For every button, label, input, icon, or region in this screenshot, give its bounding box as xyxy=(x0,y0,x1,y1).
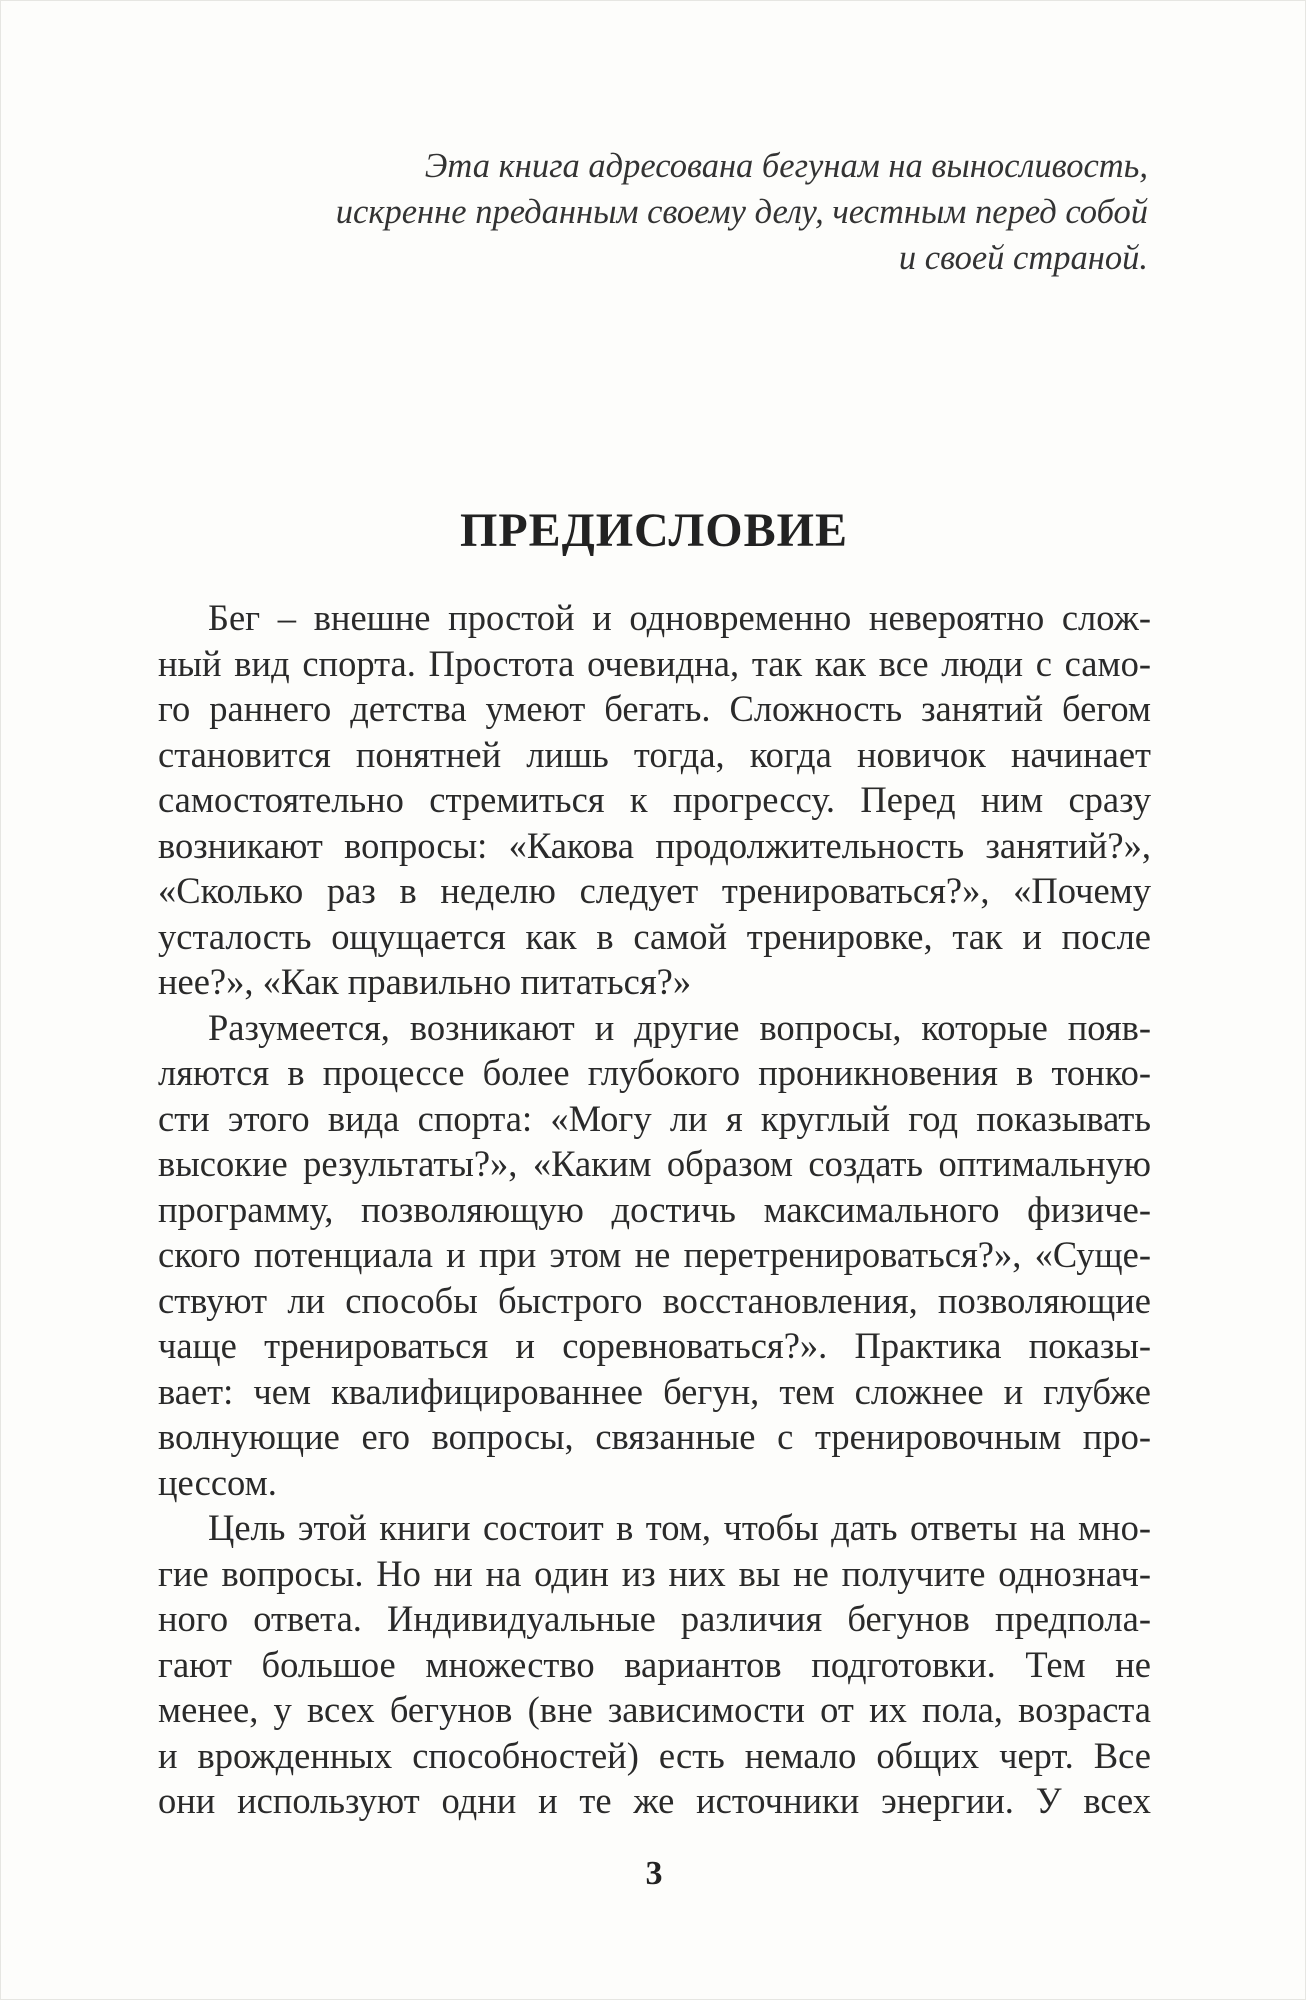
epigraph xyxy=(248,143,1148,281)
text-line: Бег – внешне простой и одновременно невероятно слож- xyxy=(208,597,1151,638)
body-text xyxy=(158,595,1151,1824)
text-line: менее, у всех бегунов (вне зависимости от их пола, возраста xyxy=(158,1689,1151,1730)
text-line: волнующие его вопросы, связанные с тренировочным про- xyxy=(158,1416,1151,1457)
text-line: самостоятельно стремиться к прогрессу. Перед ним сразу xyxy=(158,779,1151,820)
text-line: они используют одни и те же источники энергии. У всех xyxy=(158,1780,1151,1821)
text-line: высокие результаты?», «Каким образом создать оптимальную xyxy=(158,1143,1151,1184)
text-line: возникают вопросы: «Какова продолжительность занятий?», xyxy=(158,824,1151,866)
text-line: гают большое множество вариантов подготовки. Тем не xyxy=(158,1643,1151,1685)
text-line: нее?», «Как правильно питаться?» xyxy=(158,961,692,1002)
epigraph-line: искренне преданным своему делу, честным перед собой xyxy=(335,193,1148,231)
text-line: и врожденных способностей) есть немало общих черт. Все xyxy=(158,1734,1151,1776)
text-line: программу, позволяющую достичь максимального физиче- xyxy=(158,1188,1151,1230)
text-line: чаще тренироваться и соревноваться?». Практика показы- xyxy=(158,1325,1151,1366)
epigraph-line: Эта книга адресована бегунам на выносливость, xyxy=(424,147,1148,185)
text-line: гие вопросы. Но ни на один из них вы не получите однознач- xyxy=(158,1552,1151,1594)
text-line: «Сколько раз в неделю следует тренироваться?», «Почему xyxy=(158,870,1151,911)
text-line: ного ответа. Индивидуальные различия бегунов предпола- xyxy=(158,1598,1151,1639)
epigraph-line: и своей страной. xyxy=(898,239,1148,277)
text-line: го раннего детства умеют бегать. Сложность занятий бегом xyxy=(158,688,1151,729)
text-line: цессом. xyxy=(158,1461,277,1503)
text-line: становится понятней лишь тогда, когда новичок начинает xyxy=(158,733,1151,775)
text-line: ствуют ли способы быстрого восстановления, позволяющие xyxy=(158,1279,1151,1321)
text-line: ского потенциала и при этом не перетренироваться?», «Суще- xyxy=(158,1234,1151,1275)
text-line: вает: чем квалифицированнее бегун, тем сложнее и глубже xyxy=(158,1370,1151,1412)
text-line: ный вид спорта. Простота очевидна, так как все люди с само- xyxy=(158,642,1151,684)
text-line: усталость ощущается как в самой тренировке, так и после xyxy=(158,915,1151,957)
page-number: 3 xyxy=(645,1855,663,1892)
text-line: Разумеется, возникают и другие вопросы, которые появ- xyxy=(208,1006,1151,1048)
text-line: сти этого вида спорта: «Могу ли я круглый год показывать xyxy=(158,1097,1151,1139)
chapter-heading: ПРЕДИСЛОВИЕ xyxy=(460,504,848,557)
text-line: Цель этой книги состоит в том, чтобы дать ответы на мно- xyxy=(208,1507,1151,1548)
text-line: ляются в процессе более глубокого проникновения в тонко- xyxy=(158,1052,1151,1093)
